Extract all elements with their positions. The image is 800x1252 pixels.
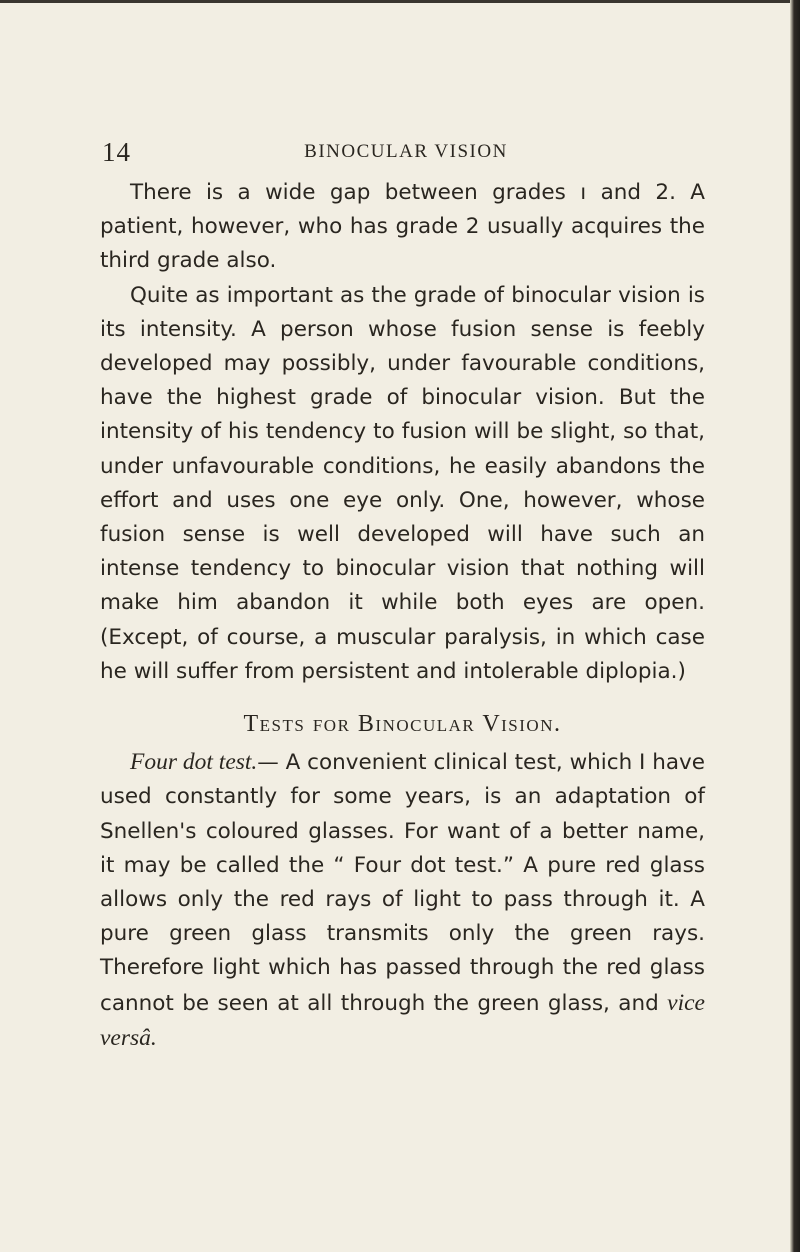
paragraph-1: There is a wide gap between grades ı and 2. A patient, however, who has grade 2 usually acquires the third grade also. <box>100 180 705 274</box>
paragraph-3-lead: Four dot test. <box>130 749 258 776</box>
page-top-edge <box>0 0 800 3</box>
section-heading <box>100 707 705 741</box>
body-text <box>100 176 705 1056</box>
page-right-edge <box>790 0 800 1252</box>
paragraph-3-text: — A convenient clinical test, which I have used constantly for some years, is an adaptation of Snellen's coloured glasses. For want of a better name, it may be called the “ Four dot test.” A pure red glass allows only the red rays of light to pass through it. A pure green glass transmits only the green rays. Therefore light which has passed through the red glass cannot be seen at all through the green glass, and <box>100 750 705 1016</box>
section-heading-text: Tests for Binocular Vision. <box>243 711 562 738</box>
paragraph-3 <box>100 745 705 1056</box>
paragraph-3-italic-end: vice versâ. <box>100 989 705 1051</box>
page-header <box>100 137 712 167</box>
paragraph-2: Quite as important as the grade of binocular vision is its intensity. A person whose fusion sense is feebly developed may possibly, under favourable conditions, have the highest grade of binocular vision. But the intensity of his tendency to fusion will be slight, so that, under unfavourable conditions, he easily abandons the effort and uses one eye only. One, however, whose fusion sense is well developed will have such an intense tendency to binocular vision that nothing will make him abandon it while both eyes are open. (Except, of course, a muscular paralysis, in which case he will suffer from persistent and intolerable diplopia.) <box>100 282 705 684</box>
running-head: BINOCULAR VISION <box>304 141 508 162</box>
page-number: 14 <box>102 137 131 167</box>
